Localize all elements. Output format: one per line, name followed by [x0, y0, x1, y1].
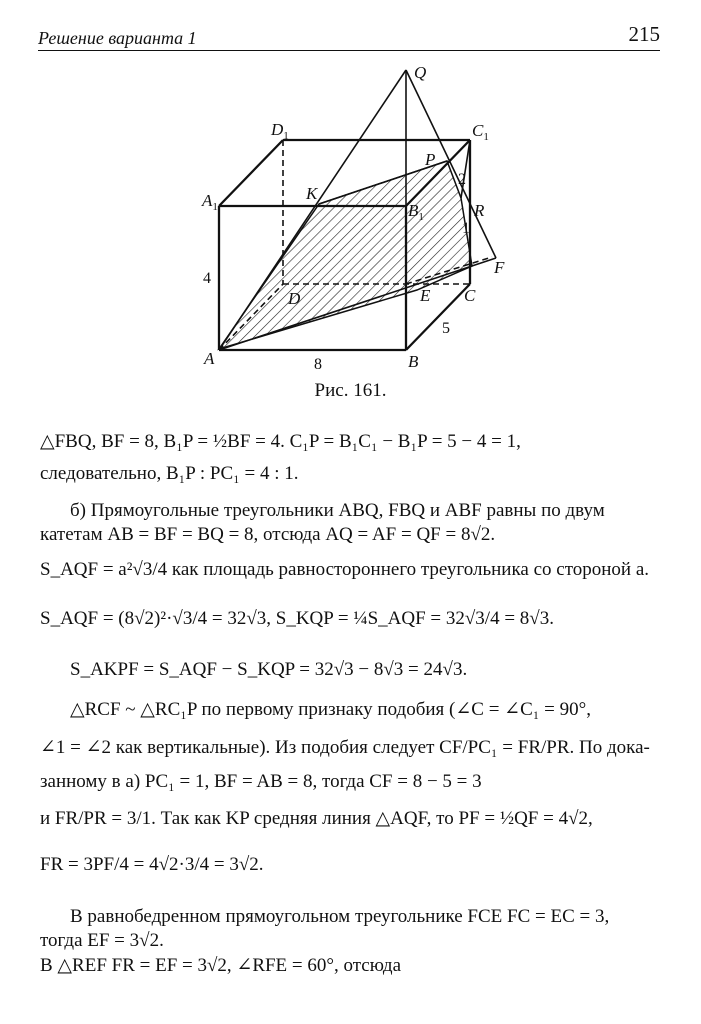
label-C: C	[464, 286, 476, 305]
label-E: E	[420, 286, 431, 305]
label-C1: $C_1$	[472, 121, 489, 143]
label-P: P	[425, 150, 436, 169]
text-line-4: катетам AB = BF = BQ = 8, отсюда AQ = AF = QF = 8√2.	[40, 524, 496, 545]
label-D: D	[288, 289, 301, 308]
angle-2-label: 2	[458, 171, 466, 188]
text-line-2: следовательно, B₁P : PC₁ = 4 : 1.	[40, 463, 299, 484]
page-number: 215	[628, 22, 660, 46]
page-header	[38, 18, 660, 51]
label-B: B	[408, 352, 419, 371]
text-line-12: FR = 3PF/4 = 4√2·3/4 = 3√2.	[40, 854, 264, 875]
label-D1: $D_1$	[271, 120, 289, 142]
label-Q: Q	[414, 63, 427, 82]
text-line-7: S_AKPF = S_AQF − S_KQP = 32√3 − 8√3 = 24√3.	[70, 659, 468, 680]
text-line-9: ∠1 = ∠2 как вертикальные). Из подобия следует CF/PC₁ = FR/PR. По дока-	[40, 737, 650, 758]
label-R: R	[474, 201, 485, 220]
label-B1: $B_1$	[408, 201, 424, 223]
text-line-8: △RCF ~ △RC₁P по первому признаку подобия (∠C = ∠C₁ = 90°,	[70, 699, 591, 720]
figure-caption: Рис. 161.	[314, 380, 387, 401]
running-title: Решение варианта 1	[38, 28, 197, 48]
text-line-10: занному в а) PC₁ = 1, BF = AB = 8, тогда CF = 8 − 5 = 3	[40, 771, 482, 792]
text-line-14: тогда EF = 3√2.	[40, 930, 164, 951]
edge-length-5: 5	[442, 320, 450, 337]
edge-length-8: 8	[314, 356, 322, 373]
label-A1: $A_1$	[202, 191, 218, 213]
label-A: A	[204, 349, 215, 368]
text-line-13: В равнобедренном прямоугольном треугольнике FCE FC = EC = 3,	[70, 906, 610, 927]
figure-161	[196, 58, 526, 376]
text-line-1: △FBQ, BF = 8, B₁P = ½BF = 4. C₁P = B₁C₁ − B₁P = 5 − 4 = 1,	[40, 431, 521, 452]
angle-1-label: 1	[462, 220, 470, 237]
edge-length-4: 4	[203, 270, 211, 287]
text-line-5: S_AQF = a²√3/4 как площадь равностороннего треугольника со стороной a.	[40, 559, 650, 580]
label-F: F	[494, 258, 505, 277]
text-line-6: S_AQF = (8√2)²·√3/4 = 32√3, S_KQP = ¼S_AQF = 32√3/4 = 8√3.	[40, 608, 554, 629]
text-line-11: и FR/PR = 3/1. Так как KP средняя линия △AQF, то PF = ½QF = 4√2,	[40, 808, 593, 829]
text-line-3: б) Прямоугольные треугольники ABQ, FBQ и ABF равны по двум	[70, 500, 605, 521]
label-K: K	[306, 184, 318, 203]
text-line-15: В △REF FR = EF = 3√2, ∠RFE = 60°, отсюда	[40, 955, 402, 976]
